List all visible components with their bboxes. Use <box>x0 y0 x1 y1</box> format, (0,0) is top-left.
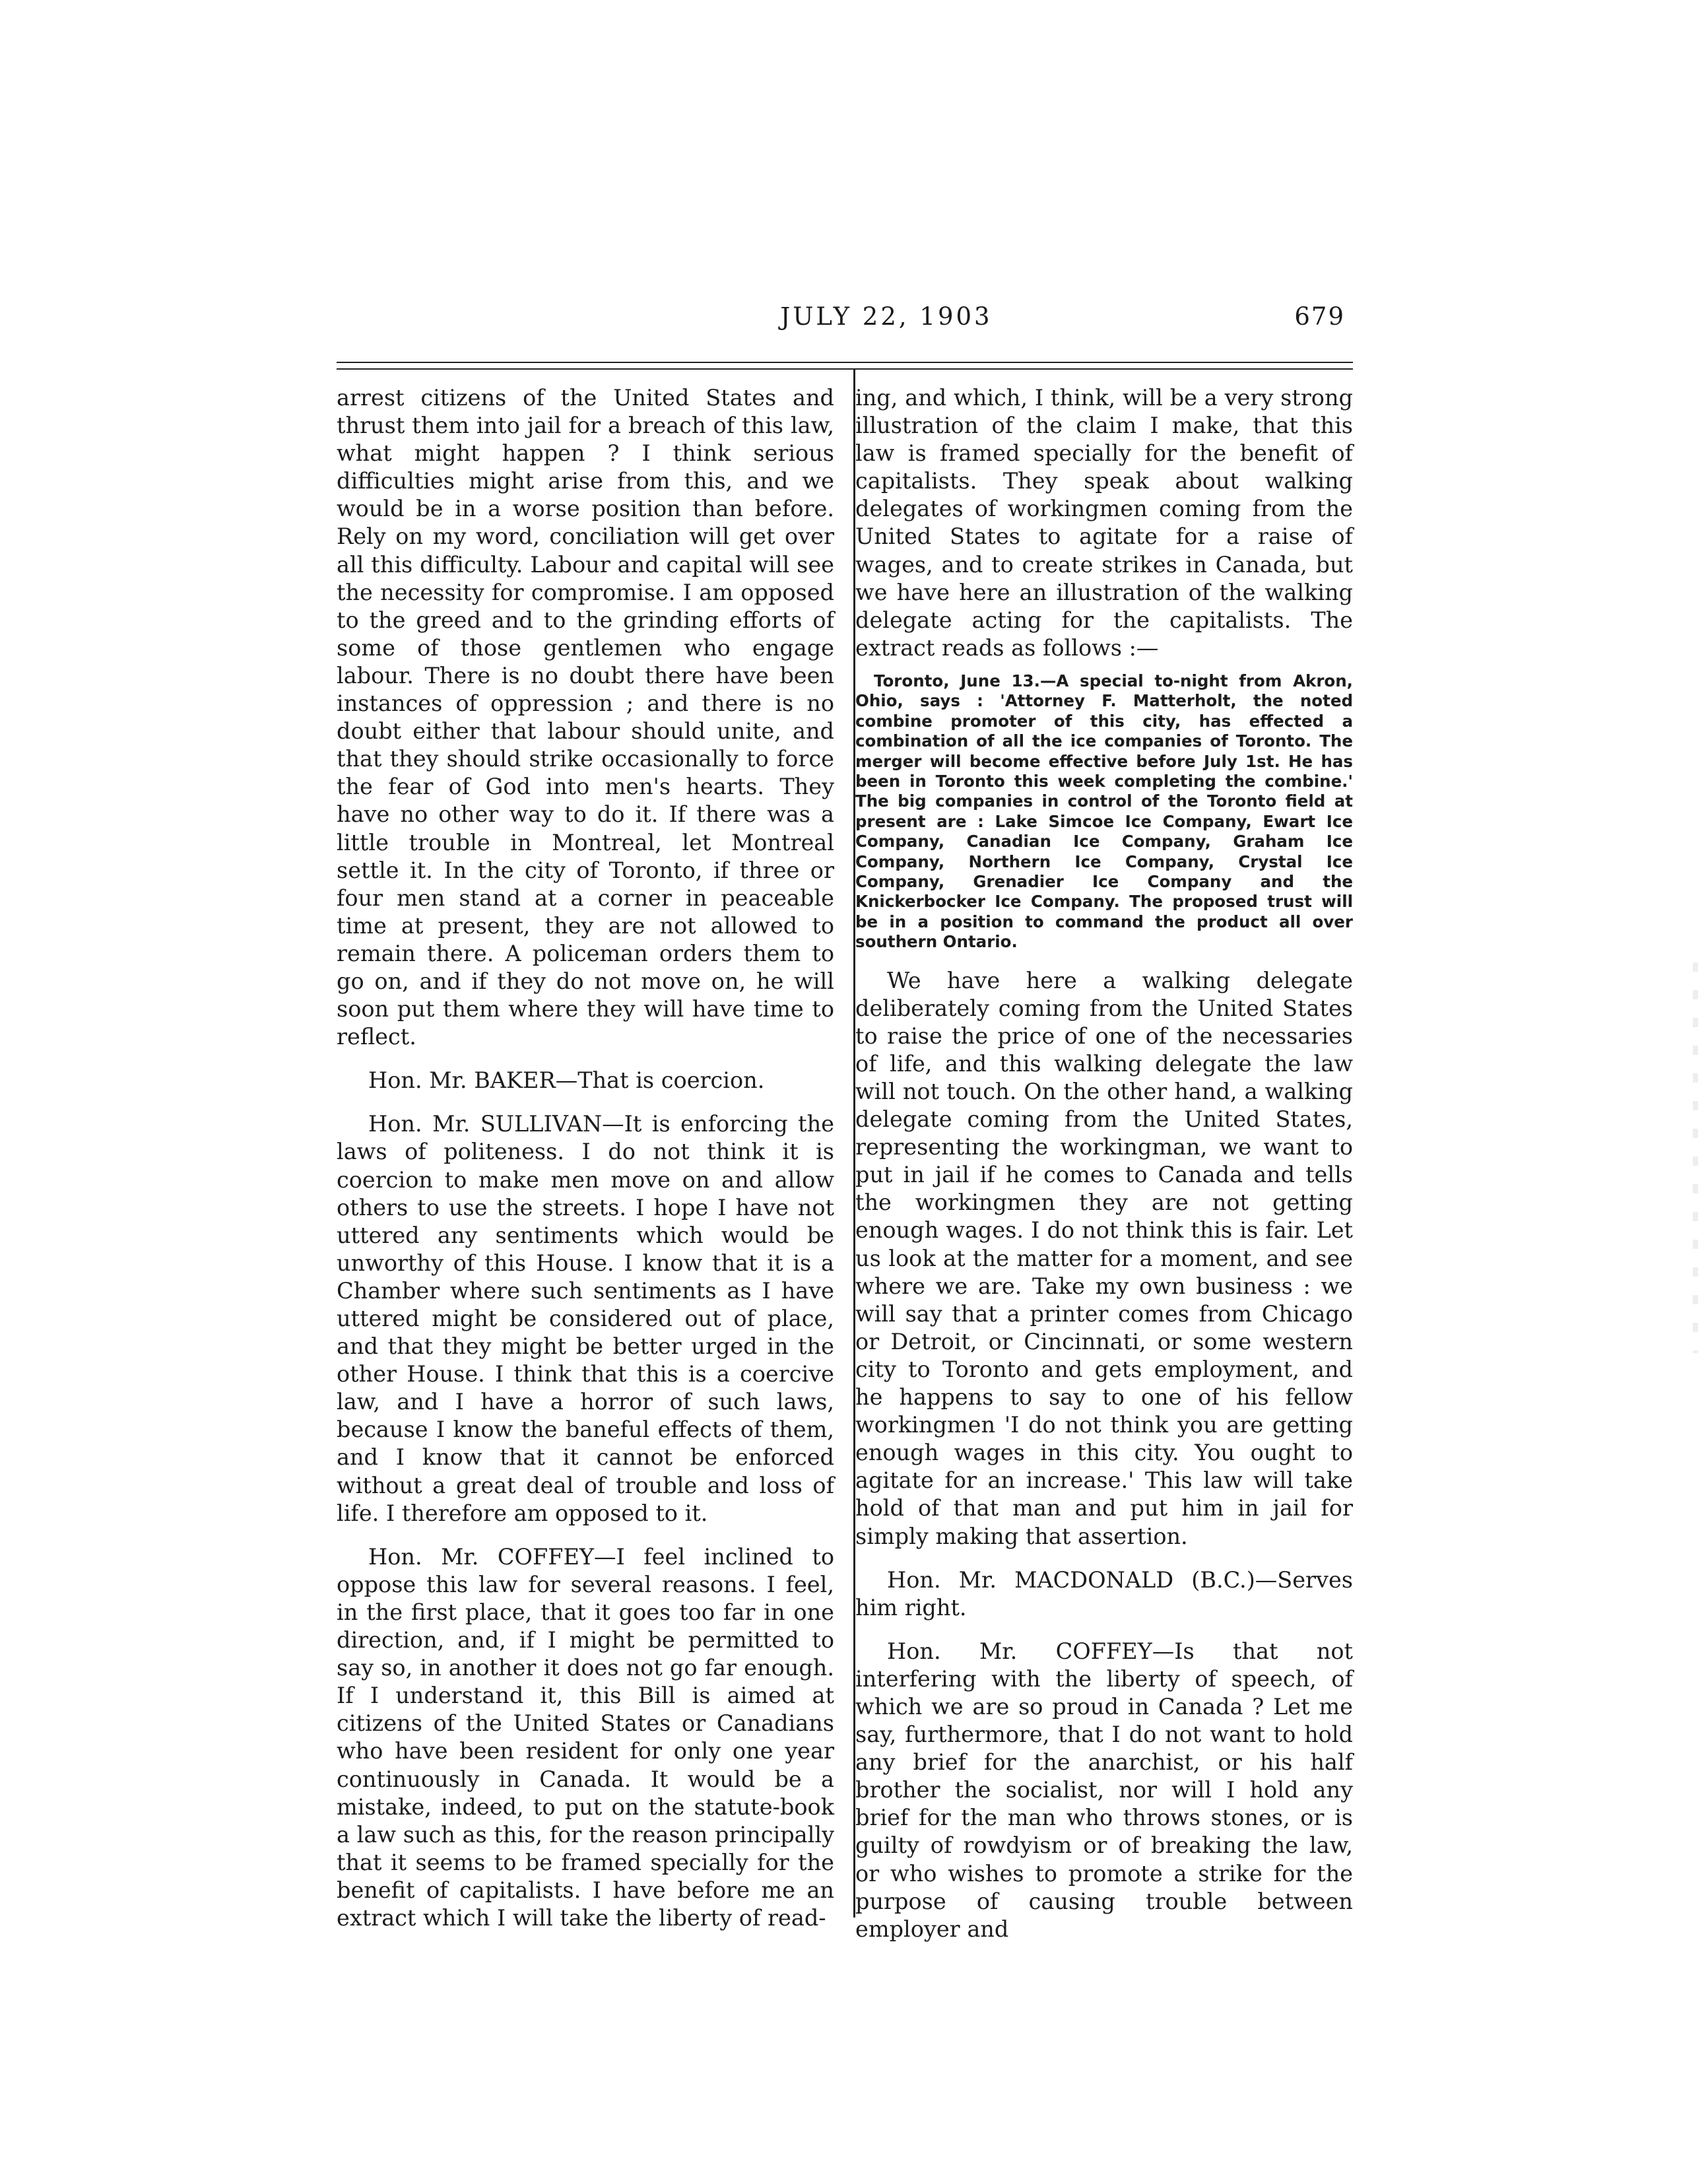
left-para-0: arrest citizens of the United States and thrust them into jail for a breach of this law, what might happen ? I think serious difficulties might arise from this, and we would be in a worse position than before. Rely on my word, conciliation will get over all this difficulty. Labour and capital will see the necessity for compromise. I am opposed to the greed and to the grinding efforts of some of those gentlemen who engage labour. There is no doubt there have been instances of oppression ; and there is no doubt either that labour should unite, and that they should strike occasionally to force the fear of God into men's hearts. They have no other way to do it. If there was a little trouble in Montreal, let Montreal settle it. In the city of Toronto, if three or four men stand at a corner in peaceable time at present, they are not allowed to remain there. A policeman orders them to go on, and if they do not move on, he will soon put them where they will have time to reflect. <box>337 385 834 1050</box>
right-para-3: Hon. Mr. MACDONALD (B.C.)—Serves him right. <box>855 1566 1353 1621</box>
right-para-4: Hon. Mr. COFFEY—Is that not interfering with the liberty of speech, of which we are so proud in Canada ? Let me say, furthermore, that I do not want to hold any brief for the anarchist, or his half brother the socialist, nor will I hold any brief for the man who throws stones, or is guilty of rowdyism or of breaking the law, or who wishes to promote a strike for the purpose of causing trouble between employer and <box>855 1638 1353 1942</box>
header-rule-bottom <box>337 368 1353 370</box>
right-para-2: We have here a walking delegate deliberately coming from the United States to raise the price of one of the necessaries of life, and this walking delegate the law will not touch. On the other hand, a walking delegate coming from the United States, representing the workingman, we want to put in jail if he comes to Canada and tells the workingmen they are not getting enough wages. I do not think this is fair. Let us look at the matter for a moment, and see where we are. Take my own business : we will say that a printer comes from Chicago or Detroit, or Cincinnati, or some western city to Toronto and gets employment, and he happens to say to one of his fellow workingmen 'I do not think you are getting enough wages in this city. You ought to agitate for an increase.' This law will take hold of that man and put him in jail for simply making that assertion. <box>855 967 1353 1549</box>
right-para-0: ing, and which, I think, will be a very strong illustration of the claim I make, that this law is framed specially for the benefit of capitalists. They speak about walking delegates of workingmen coming from the United States to agitate for a raise of wages, and to create strikes in Canada, but we have here an illustration of the walking delegate acting for the capitalists. The extract reads as follows :— <box>855 385 1353 661</box>
left-para-1: Hon. Mr. BAKER—That is coercion. <box>368 1067 765 1094</box>
left-para-2: Hon. Mr. SULLIVAN—It is enforcing the laws of politeness. I do not think it is coercion to make men move on and allow others to use the streets. I hope I have not uttered any sentiments which would be unworthy of this House. I know that it is a Chamber where such sentiments as I have uttered might be considered out of place, and that they might be better urged in the other House. I think that this is a coercive law, and I have a horror of such laws, because I know the baneful effects of them, and I know that it cannot be enforced without a great deal of trouble and loss of life. I therefore am opposed to it. <box>337 1111 834 1526</box>
page-header <box>335 302 1352 342</box>
page-date: JULY 22, 1903 <box>780 302 993 331</box>
page-number: 679 <box>1294 302 1345 331</box>
header-rule-top <box>337 362 1353 363</box>
bleed-through-mark <box>1693 944 1698 1353</box>
left-column <box>337 384 834 1932</box>
left-para-3: Hon. Mr. COFFEY—I feel inclined to oppose this law for several reasons. I feel, in the first place, that it goes too far in one direction, and, if I might be permitted to say so, in another it does not go far enough. If I understand it, this Bill is aimed at citizens of the United States or Canadians who have been resident for only one year continuously in Canada. It would be a mistake, indeed, to put on the statute-book a law such as this, for the reason principally that it seems to be framed specially for the benefit of capitalists. I have before me an extract which I will take the liberty of read- <box>337 1543 834 1931</box>
right-column <box>855 384 1353 1943</box>
newspaper-extract-quote: Toronto, June 13.—A special to-night from Akron, Ohio, says : 'Attorney F. Matterholt, the noted combine promoter of this city, has effected a combination of all the ice companies of Toronto. The merger will become effective before July 1st. He has been in Toronto this week completing the combine.' The big companies in control of the Toronto field at present are : Lake Simcoe Ice Company, Ewart Ice Company, Canadian Ice Company, Graham Ice Company, Northern Ice Company, Crystal Ice Company, Grenadier Ice Company and the Knickerbocker Ice Company. The proposed trust will be in a position to command the product all over southern Ontario. <box>855 671 1353 952</box>
